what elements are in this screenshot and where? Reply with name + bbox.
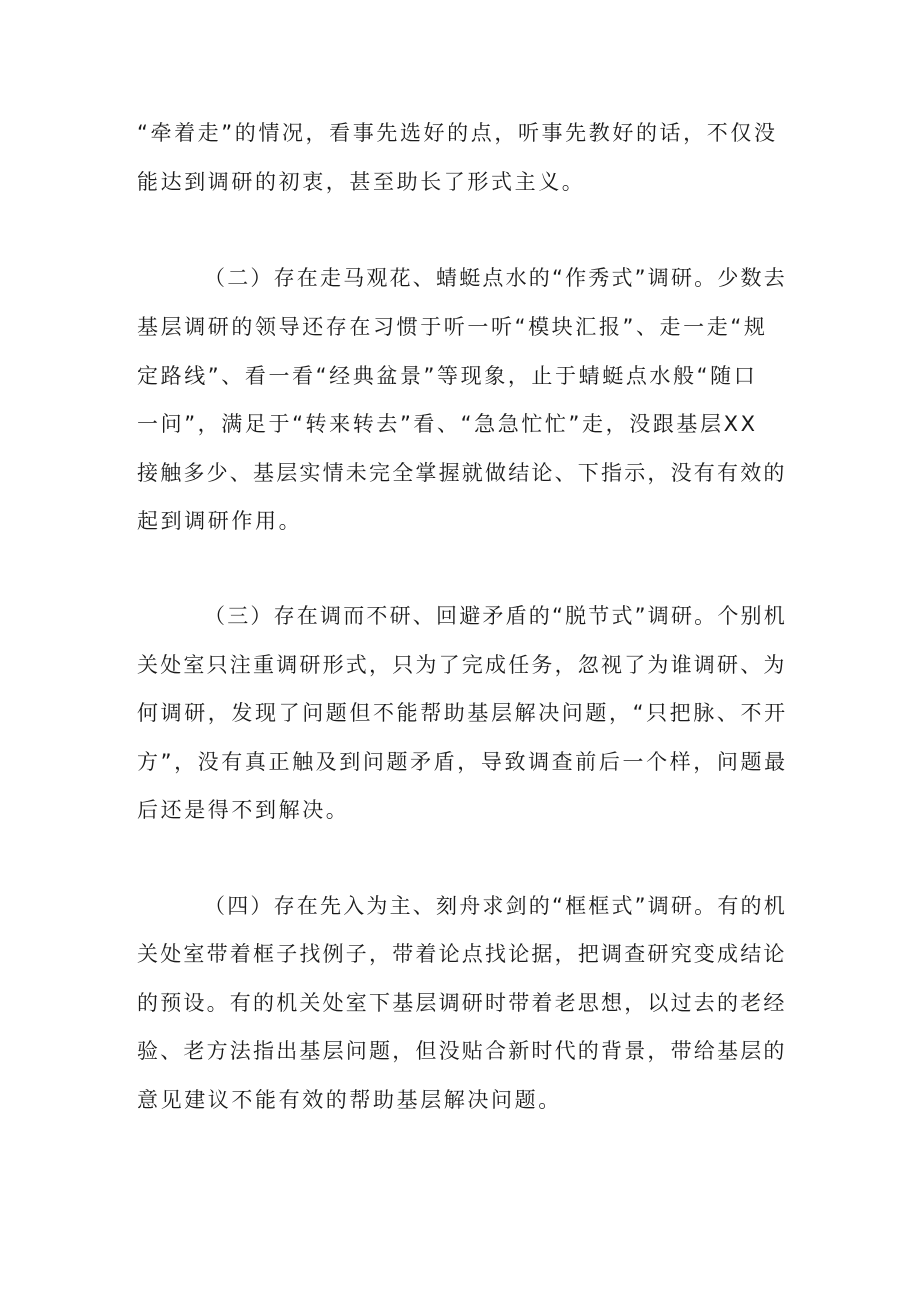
- paragraph-1-line-2: 能达到调研的初衷，甚至助长了形式主义。: [137, 170, 586, 194]
- paragraph-2-line-3: 定路线”、看一看“经典盆景”等现象，止于蜻蜓点水般“随口: [137, 364, 758, 388]
- paragraph-4-line-5: 意见建议不能有效的帮助基层解决问题。: [137, 1088, 562, 1112]
- paragraph-2-line-6: 起到调研作用。: [137, 509, 303, 533]
- paragraph-4-line-3: 的预设。有的机关处室下基层调研时带着老思想，以过去的老经: [137, 991, 787, 1015]
- paragraph-4-line-2: 关处室带着框子找例子，带着论点找论据，把调查研究变成结论: [137, 942, 787, 966]
- paragraph-4-line-4: 验、老方法指出基层问题，但没贴合新时代的背景，带给基层的: [137, 1039, 787, 1063]
- paragraph-2-line-5: 接触多少、基层实情未完全掌握就做结论、下指示，没有有效的: [137, 461, 787, 485]
- paragraph-3-line-2: 关处室只注重调研形式，只为了完成任务，忽视了为谁调研、为: [137, 653, 787, 677]
- paragraph-3-line-5: 后还是得不到解决。: [137, 798, 350, 822]
- paragraph-3-line-1: （三）存在调而不研、回避矛盾的“脱节式”调研。个别机: [204, 604, 787, 628]
- paragraph-4-line-1: （四）存在先入为主、刻舟求剑的“框框式”调研。有的机: [204, 894, 787, 918]
- paragraph-2-line-2: 基层调研的领导还存在习惯于听一听“模块汇报”、走一走“规: [137, 315, 768, 339]
- paragraph-1-line-1: “牵着走”的情况，看事先选好的点，听事先教好的话，不仅没: [137, 121, 778, 145]
- paragraph-3-line-4: 方”，没有真正触及到问题矛盾，导致调查前后一个样，问题最: [137, 750, 788, 774]
- paragraph-3-line-3: 何调研，发现了问题但不能帮助基层解决问题，“只把脉、不开: [137, 701, 788, 725]
- paragraph-2-line-1: （二）存在走马观花、蜻蜓点水的“作秀式”调研。少数去: [204, 266, 787, 290]
- paragraph-2-line-4: 一问”，满足于“转来转去”看、“急急忙忙”走，没跟基层XX: [137, 412, 758, 436]
